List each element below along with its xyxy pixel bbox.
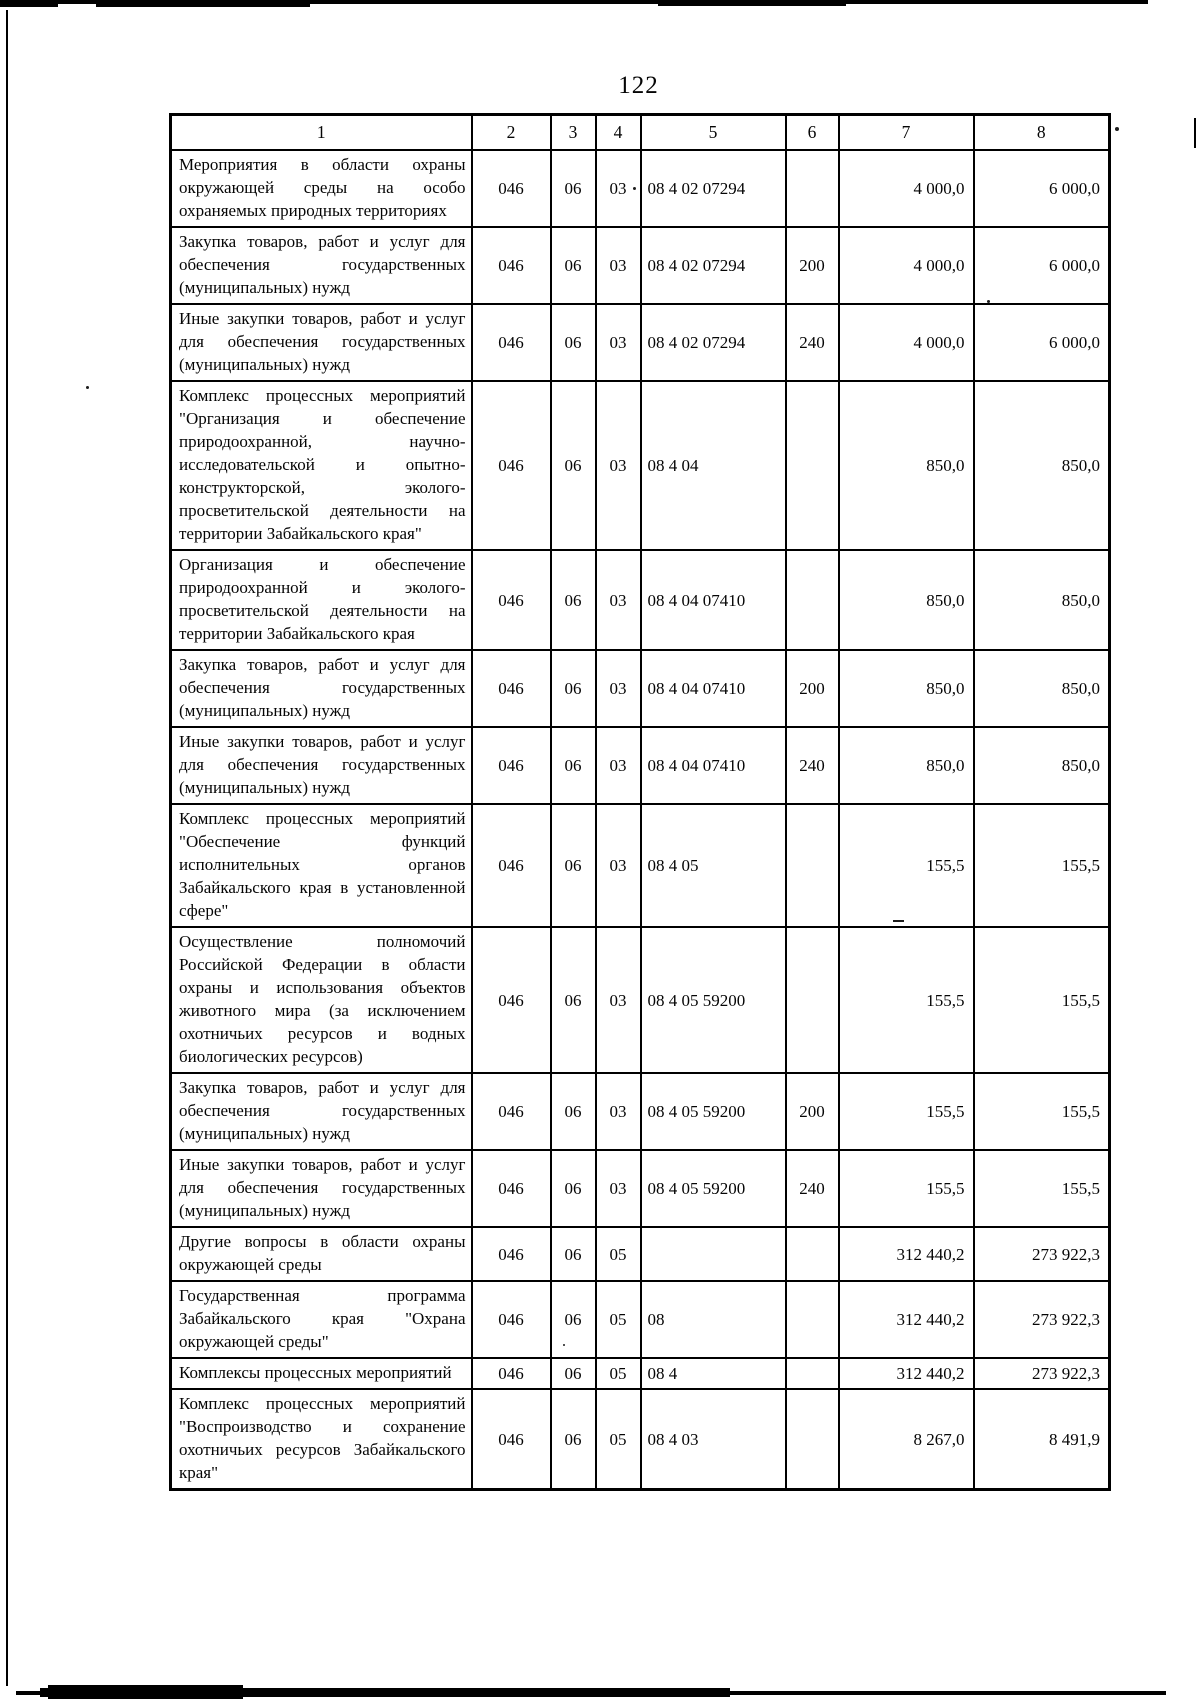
cell-expense-type-code	[786, 1358, 839, 1389]
column-header-3: 3	[551, 115, 596, 151]
cell-grbs-code: 046	[472, 727, 551, 804]
cell-subsection-code: 05	[596, 1389, 641, 1490]
table-row	[171, 381, 1110, 550]
cell-subsection-code: 03	[596, 650, 641, 727]
cell-expense-type-code	[786, 1389, 839, 1490]
cell-amount-col7: 4 000,0	[839, 150, 974, 227]
scan-speck	[86, 386, 89, 389]
cell-target-article-code: 08 4 05	[641, 804, 786, 927]
cell-amount-col7: 155,5	[839, 1073, 974, 1150]
cell-grbs-code: 046	[472, 1073, 551, 1150]
cell-expense-type-code: 240	[786, 727, 839, 804]
cell-item-name: Организация и обеспечение природоохранной и эколого-просветительской деятельности на территории Забайкальского края	[171, 550, 472, 650]
table-row	[171, 1150, 1110, 1227]
scan-edge-bottom-blob	[48, 1685, 243, 1699]
cell-section-code: 06	[551, 804, 596, 927]
table-row	[171, 727, 1110, 804]
cell-expense-type-code: 200	[786, 1073, 839, 1150]
cell-amount-col8: 155,5	[974, 1150, 1110, 1227]
cell-grbs-code: 046	[472, 1358, 551, 1389]
cell-expense-type-code	[786, 1281, 839, 1358]
cell-target-article-code: 08 4 05 59200	[641, 1073, 786, 1150]
cell-item-name: Закупка товаров, работ и услуг для обеспечения государственных (муниципальных) нужд	[171, 1073, 472, 1150]
cell-amount-col7: 4 000,0	[839, 227, 974, 304]
table-row	[171, 227, 1110, 304]
cell-amount-col7: 312 440,2	[839, 1281, 974, 1358]
cell-item-name: Комплекс процессных мероприятий "Обеспечение функций исполнительных органов Забайкальского края в установленной сфере"	[171, 804, 472, 927]
cell-subsection-code: 03	[596, 1150, 641, 1227]
cell-grbs-code: 046	[472, 381, 551, 550]
column-header-1: 1	[171, 115, 472, 151]
table-row	[171, 1281, 1110, 1358]
page-number: 122	[618, 72, 659, 99]
column-header-5: 5	[641, 115, 786, 151]
cell-item-name: Комплекс процессных мероприятий "Воспроизводство и сохранение охотничьих ресурсов Забайкальского края"	[171, 1389, 472, 1490]
cell-amount-col7: 8 267,0	[839, 1389, 974, 1490]
cell-item-name: Мероприятия в области охраны окружающей среды на особо охраняемых природных территориях	[171, 150, 472, 227]
cell-grbs-code: 046	[472, 650, 551, 727]
cell-amount-col8: 155,5	[974, 1073, 1110, 1150]
cell-section-code: 06	[551, 1150, 596, 1227]
cell-section-code: 06	[551, 650, 596, 727]
cell-target-article-code: 08 4 04 07410	[641, 550, 786, 650]
table-row	[171, 804, 1110, 927]
cell-amount-col7: 850,0	[839, 381, 974, 550]
cell-item-name: Государственная программа Забайкальского края "Охрана окружающей среды"	[171, 1281, 472, 1358]
cell-grbs-code: 046	[472, 1150, 551, 1227]
cell-amount-col7: 155,5	[839, 804, 974, 927]
column-header-2: 2	[472, 115, 551, 151]
cell-amount-col8: 850,0	[974, 550, 1110, 650]
cell-amount-col8: 273 922,3	[974, 1227, 1110, 1281]
cell-grbs-code: 046	[472, 227, 551, 304]
cell-amount-col8: 8 491,9	[974, 1389, 1110, 1490]
cell-expense-type-code	[786, 550, 839, 650]
cell-amount-col7: 312 440,2	[839, 1227, 974, 1281]
cell-section-code: 06	[551, 150, 596, 227]
column-header-6: 6	[786, 115, 839, 151]
cell-target-article-code: 08	[641, 1281, 786, 1358]
cell-target-article-code: 08 4 05 59200	[641, 927, 786, 1073]
scan-speck	[1115, 127, 1119, 131]
cell-item-name: Иные закупки товаров, работ и услуг для обеспечения государственных (муниципальных) нужд	[171, 304, 472, 381]
table-row	[171, 1227, 1110, 1281]
cell-section-code: 06	[551, 727, 596, 804]
table-row	[171, 150, 1110, 227]
cell-subsection-code: 03	[596, 381, 641, 550]
cell-expense-type-code	[786, 381, 839, 550]
cell-section-code: 06	[551, 550, 596, 650]
column-header-4: 4	[596, 115, 641, 151]
cell-subsection-code: 03	[596, 804, 641, 927]
cell-subsection-code: 03	[596, 150, 641, 227]
cell-section-code: 06	[551, 1389, 596, 1490]
scan-edge-top-blob	[0, 0, 58, 7]
budget-table-body	[171, 150, 1110, 1490]
cell-amount-col8: 273 922,3	[974, 1281, 1110, 1358]
cell-target-article-code	[641, 1227, 786, 1281]
cell-amount-col8: 6 000,0	[974, 304, 1110, 381]
cell-section-code: 06	[551, 927, 596, 1073]
cell-amount-col8: 6 000,0	[974, 150, 1110, 227]
cell-grbs-code: 046	[472, 1227, 551, 1281]
cell-section-code: 06	[551, 227, 596, 304]
cell-item-name: Комплексы процессных мероприятий	[171, 1358, 472, 1389]
cell-grbs-code: 046	[472, 1281, 551, 1358]
cell-grbs-code: 046	[472, 150, 551, 227]
cell-subsection-code: 03	[596, 927, 641, 1073]
cell-item-name: Закупка товаров, работ и услуг для обеспечения государственных (муниципальных) нужд	[171, 650, 472, 727]
table-row	[171, 1073, 1110, 1150]
scan-edge-top-blob	[96, 0, 310, 7]
cell-item-name: Другие вопросы в области охраны окружающей среды	[171, 1227, 472, 1281]
cell-section-code: 06	[551, 304, 596, 381]
cell-expense-type-code: 240	[786, 1150, 839, 1227]
cell-target-article-code: 08 4 03	[641, 1389, 786, 1490]
scan-edge-top-blob	[658, 0, 846, 6]
cell-amount-col7: 4 000,0	[839, 304, 974, 381]
cell-amount-col8: 273 922,3	[974, 1358, 1110, 1389]
cell-section-code: 06	[551, 381, 596, 550]
cell-expense-type-code: 200	[786, 650, 839, 727]
table-row	[171, 1389, 1110, 1490]
cell-target-article-code: 08 4 04	[641, 381, 786, 550]
cell-amount-col8: 155,5	[974, 804, 1110, 927]
cell-expense-type-code: 240	[786, 304, 839, 381]
cell-expense-type-code	[786, 150, 839, 227]
cell-section-code: 06	[551, 1281, 596, 1358]
cell-target-article-code: 08 4 04 07410	[641, 650, 786, 727]
cell-amount-col7: 155,5	[839, 927, 974, 1073]
cell-grbs-code: 046	[472, 927, 551, 1073]
table-row	[171, 304, 1110, 381]
cell-amount-col8: 850,0	[974, 727, 1110, 804]
cell-amount-col7: 850,0	[839, 727, 974, 804]
cell-subsection-code: 03	[596, 227, 641, 304]
cell-amount-col7: 850,0	[839, 650, 974, 727]
cell-target-article-code: 08 4 02 07294	[641, 150, 786, 227]
cell-subsection-code: 03	[596, 727, 641, 804]
cell-item-name: Закупка товаров, работ и услуг для обеспечения государственных (муниципальных) нужд	[171, 227, 472, 304]
table-row	[171, 927, 1110, 1073]
cell-target-article-code: 08 4 04 07410	[641, 727, 786, 804]
cell-subsection-code: 03	[596, 1073, 641, 1150]
cell-subsection-code: 05	[596, 1281, 641, 1358]
cell-amount-col8: 155,5	[974, 927, 1110, 1073]
cell-grbs-code: 046	[472, 1389, 551, 1490]
cell-target-article-code: 08 4 02 07294	[641, 227, 786, 304]
table-row	[171, 650, 1110, 727]
column-header-7: 7	[839, 115, 974, 151]
cell-subsection-code: 03	[596, 304, 641, 381]
cell-item-name: Осуществление полномочий Российской Федерации в области охраны и использования объектов животного мира (за исключением охотничьих ресурсов и водных биологических ресурсов)	[171, 927, 472, 1073]
cell-amount-col8: 850,0	[974, 650, 1110, 727]
cell-section-code: 06	[551, 1073, 596, 1150]
table-header-row	[171, 115, 1110, 151]
cell-expense-type-code	[786, 1227, 839, 1281]
table-row	[171, 1358, 1110, 1389]
cell-grbs-code: 046	[472, 304, 551, 381]
cell-item-name: Иные закупки товаров, работ и услуг для обеспечения государственных (муниципальных) нужд	[171, 1150, 472, 1227]
cell-item-name: Иные закупки товаров, работ и услуг для обеспечения государственных (муниципальных) нужд	[171, 727, 472, 804]
cell-grbs-code: 046	[472, 804, 551, 927]
cell-item-name: Комплекс процессных мероприятий "Организация и обеспечение природоохранной, научно-исследовательской и опытно-конструкторской, эколого-просветительской деятельности на территории Забайкальского края"	[171, 381, 472, 550]
cell-expense-type-code	[786, 927, 839, 1073]
cell-section-code: 06	[551, 1358, 596, 1389]
cell-amount-col7: 312 440,2	[839, 1358, 974, 1389]
cell-target-article-code: 08 4 05 59200	[641, 1150, 786, 1227]
cell-subsection-code: 03	[596, 550, 641, 650]
cell-grbs-code: 046	[472, 550, 551, 650]
table-row	[171, 550, 1110, 650]
cell-section-code: 06	[551, 1227, 596, 1281]
cell-subsection-code: 05	[596, 1227, 641, 1281]
cell-expense-type-code	[786, 804, 839, 927]
cell-subsection-code: 05	[596, 1358, 641, 1389]
cell-target-article-code: 08 4 02 07294	[641, 304, 786, 381]
scan-mark-right	[1194, 118, 1196, 148]
cell-amount-col7: 155,5	[839, 1150, 974, 1227]
cell-amount-col7: 850,0	[839, 550, 974, 650]
cell-amount-col8: 6 000,0	[974, 227, 1110, 304]
scan-edge-left	[6, 10, 8, 1686]
column-header-8: 8	[974, 115, 1110, 151]
budget-table	[169, 113, 1111, 1491]
cell-expense-type-code: 200	[786, 227, 839, 304]
cell-target-article-code: 08 4	[641, 1358, 786, 1389]
cell-amount-col8: 850,0	[974, 381, 1110, 550]
